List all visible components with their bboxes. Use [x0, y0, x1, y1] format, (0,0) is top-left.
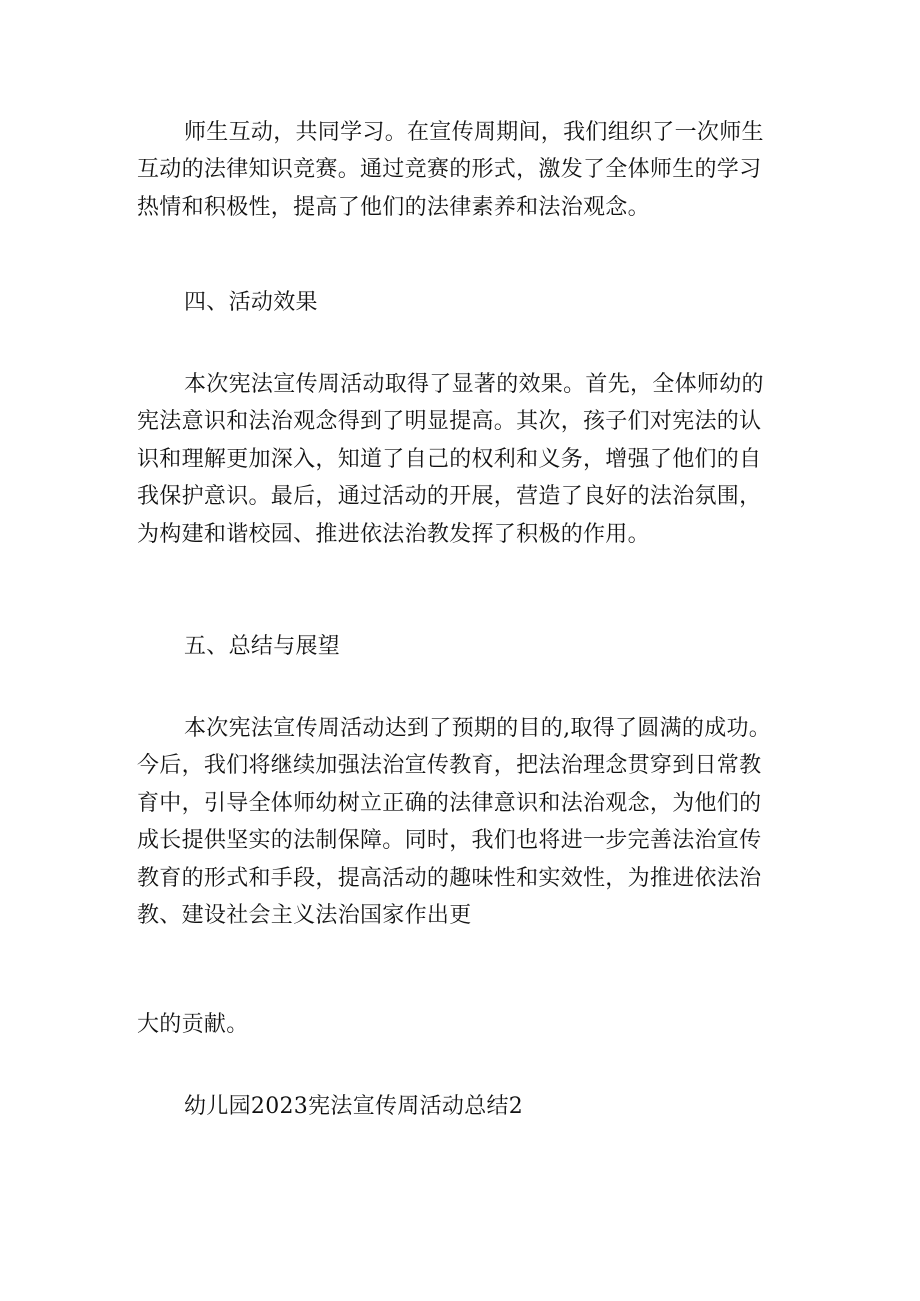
- paragraph-continuation: [137, 1006, 797, 1043]
- heading-text: 五、总结与展望: [184, 634, 341, 659]
- paragraph-summary-outlook: [137, 710, 797, 934]
- text-line: 宪法意识和法治观念得到了明显提高。其次，孩子们对宪法的认: [137, 409, 762, 435]
- text-line: 大的贡献。: [137, 1012, 249, 1037]
- text-line: 识和理解更加深入，知道了自己的权利和义务，增强了他们的自: [137, 446, 762, 472]
- text-line: 热情和积极性，提高了他们的法律素养和法治观念。: [137, 194, 650, 220]
- paragraph-activity-effect: [137, 366, 797, 553]
- text-line: 我保护意识。最后，通过活动的开展，营造了良好的法治氛围，: [137, 484, 762, 510]
- text-line: 教、建设社会主义法治国家作出更: [137, 903, 472, 929]
- section-heading-activity-effect: [137, 284, 797, 321]
- text-line: 教育的形式和手段，提高活动的趣味性和实效性，为推进依法治: [137, 865, 762, 891]
- text-line: 本次宪法宣传周活动达到了预期的目的,取得了圆满的成功。: [184, 716, 772, 741]
- text-line: 育中，引导全体师幼树立正确的法律意识和法治观念，为他们的: [137, 790, 762, 816]
- text-line: 本次宪法宣传周活动取得了显著的效果。首先，全体师幼的: [184, 372, 764, 397]
- section-heading-summary-outlook: [137, 628, 797, 665]
- text-line: 今后，我们将继续加强法治宣传教育，把法治理念贯穿到日常教: [137, 753, 762, 779]
- title-text: 幼儿园2023宪法宣传周活动总结2: [184, 1094, 524, 1119]
- text-line: 成长提供坚实的法制保障。同时，我们也将进一步完善法治宣传: [137, 828, 762, 854]
- text-line: 互动的法律知识竞赛。通过竞赛的形式，激发了全体师生的学习: [137, 157, 762, 183]
- heading-text: 四、活动效果: [184, 290, 318, 315]
- paragraph-teacher-student-interaction: [137, 114, 797, 226]
- text-line: 为构建和谐校园、推进依法治教发挥了积极的作用。: [137, 521, 650, 547]
- next-article-title: [137, 1088, 797, 1125]
- text-line: 师生互动，共同学习。在宣传周期间，我们组织了一次师生: [184, 120, 764, 145]
